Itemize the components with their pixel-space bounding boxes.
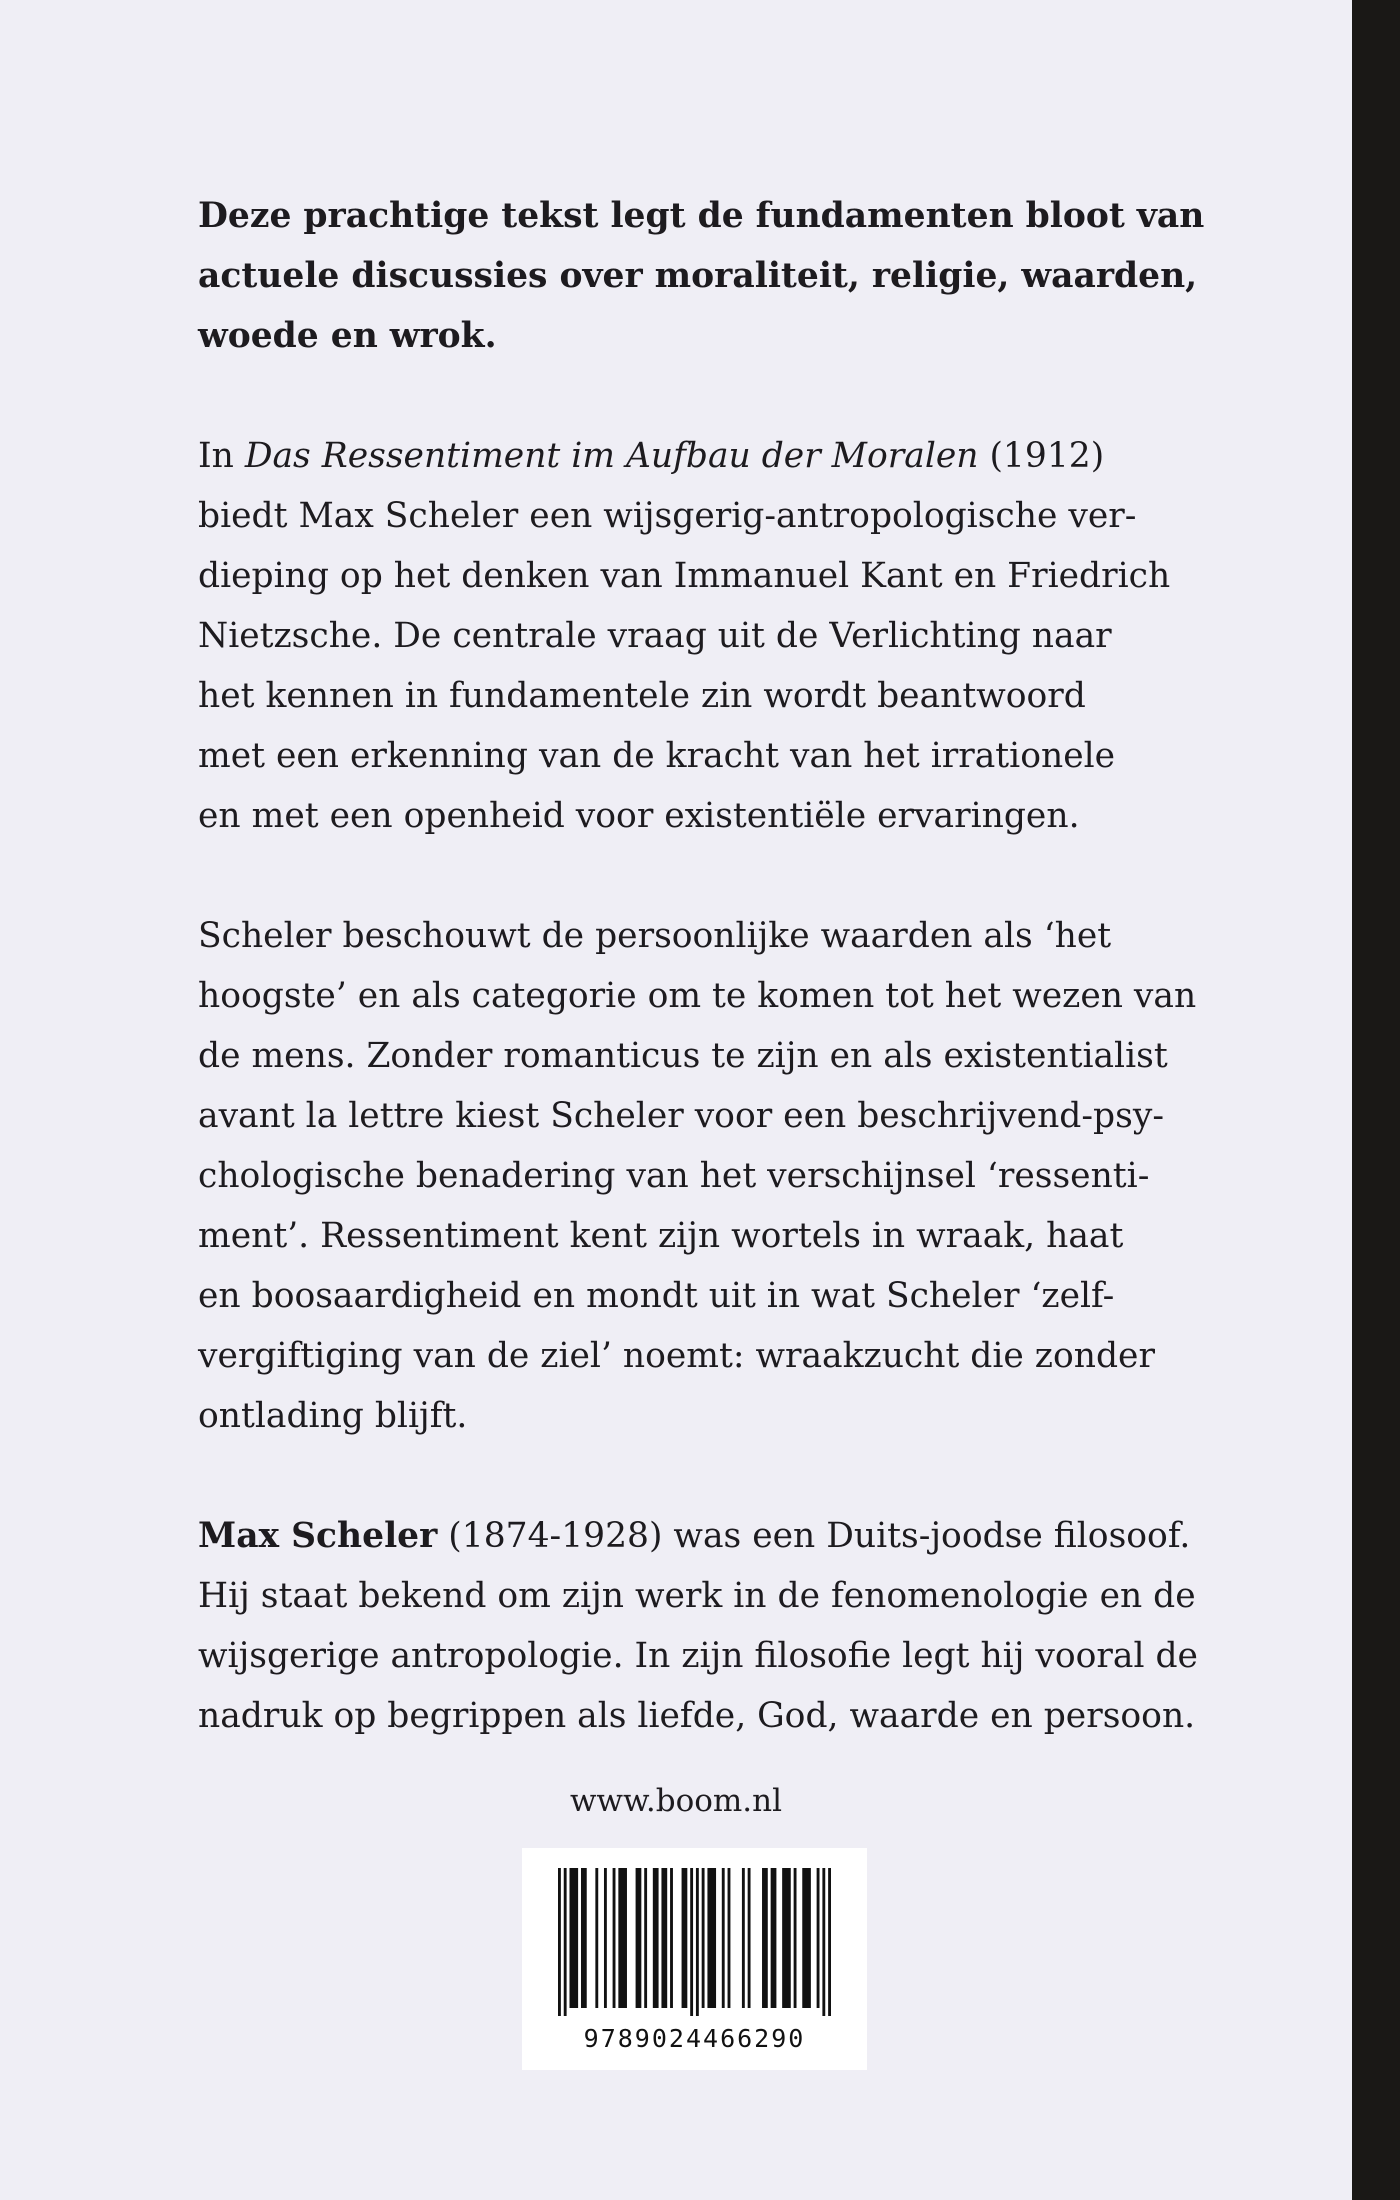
barcode-bar (682, 1868, 688, 2008)
paragraph-work (198, 426, 1238, 846)
paragraph-line (198, 1506, 1238, 1566)
paragraph-line: biedt Max Scheler een wijsgerig-antropologische ver- (198, 496, 1137, 536)
paragraph-line: avant la lettre kiest Scheler voor een beschrijvend-psy- (198, 1096, 1164, 1136)
paragraph-ressentiment (198, 906, 1238, 1446)
paragraph-line: met een erkenning van de kracht van het irrationele (198, 736, 1116, 776)
paragraph-line: Nietzsche. De centrale vraag uit de Verlichting naar (198, 616, 1112, 656)
intro-line: Deze prachtige tekst legt de fundamenten bloot van (198, 196, 1205, 236)
barcode-bar (728, 1868, 731, 2008)
spine-edge (1352, 0, 1400, 2200)
paragraph-line: Hij staat bekend om zijn werk in de fenomenologie en de (198, 1576, 1196, 1616)
paragraph-line: het kennen in fundamentele zin wordt beantwoord (198, 676, 1086, 716)
barcode-bar (771, 1868, 777, 2008)
paragraph-author-bio (198, 1506, 1238, 1746)
publisher-website[interactable]: www.boom.nl (569, 1783, 783, 1819)
paragraph-line (198, 426, 1238, 486)
barcode-bar (581, 1868, 587, 2008)
barcode-bar (604, 1868, 607, 2008)
intro-line: woede en wrok. (198, 316, 497, 356)
author-name: Max Scheler (198, 1516, 438, 1556)
blurb (198, 186, 1238, 1746)
barcode-bar (670, 1868, 673, 2008)
paragraph-line: nadruk op begrippen als liefde, God, waarde en persoon. (198, 1696, 1196, 1736)
barcode-bar (817, 1868, 820, 2008)
paragraph-line: wijsgerige antropologie. In zijn filosofie legt hij vooral de (198, 1636, 1198, 1676)
barcode-bar (661, 1868, 667, 2008)
book-title: Das Ressentiment im Aufbau der Moralen (244, 436, 979, 476)
text-fragment: In (198, 436, 245, 476)
barcode-bar (644, 1868, 647, 2008)
paragraph-line: vergiftiging van de ziel’ noemt: wraakzucht die zonder (198, 1336, 1155, 1376)
paragraph-line: ontlading blijft. (198, 1396, 468, 1436)
paragraph-line: ment’. Ressentiment kent zijn wortels in wraak, haat (198, 1216, 1124, 1256)
paragraph-line: en met een openheid voor existentiële ervaringen. (198, 796, 1080, 836)
barcode-bar (613, 1868, 616, 2008)
barcode-bar (707, 1868, 716, 2008)
intro-paragraph (198, 186, 1238, 366)
isbn-barcode (522, 1848, 867, 2070)
barcode-bar (558, 1868, 561, 2016)
paragraph-line: Scheler beschouwt de persoonlijke waarden als ‘het (198, 916, 1112, 956)
barcode-bar (690, 1868, 693, 2016)
barcode-bar (794, 1868, 797, 2008)
paragraph-line: chologische benadering van het verschijnsel ‘ressenti- (198, 1156, 1150, 1196)
barcode-bar (564, 1868, 567, 2016)
barcode-bar (702, 1868, 705, 2008)
text-fragment: (1874-1928) was een Duits-joodse filosoof. (437, 1516, 1191, 1556)
barcode-bar (828, 1868, 831, 2016)
barcode-bars (558, 1868, 831, 2016)
barcode-bar (822, 1868, 825, 2016)
paragraph-line: en boosaardigheid en mondt uit in wat Scheler ‘zelf- (198, 1276, 1115, 1316)
intro-line: actuele discussies over moraliteit, religie, waarden, (198, 256, 1198, 296)
barcode-bar (696, 1868, 699, 2016)
isbn-number: 9789024466290 (583, 2024, 806, 2053)
barcode-bar (618, 1868, 627, 2008)
paragraph-line: dieping op het denken van Immanuel Kant en Friedrich (198, 556, 1171, 596)
text-fragment: (1912) (978, 436, 1105, 476)
paragraph-line: de mens. Zonder romanticus te zijn en als existentialist (198, 1036, 1168, 1076)
barcode-bar (653, 1868, 659, 2008)
barcode-bar (722, 1868, 725, 2008)
barcode-bar (569, 1868, 578, 2008)
barcode-bar (782, 1868, 791, 2008)
paragraph-line: hoogste’ en als categorie om te komen tot het wezen van (198, 976, 1197, 1016)
barcode-bar (762, 1868, 768, 2008)
barcode-bar (595, 1868, 598, 2008)
barcode-bar (748, 1868, 751, 2008)
barcode-bar (636, 1868, 642, 2008)
barcode-bar (742, 1868, 745, 2008)
barcode-bar (802, 1868, 811, 2008)
